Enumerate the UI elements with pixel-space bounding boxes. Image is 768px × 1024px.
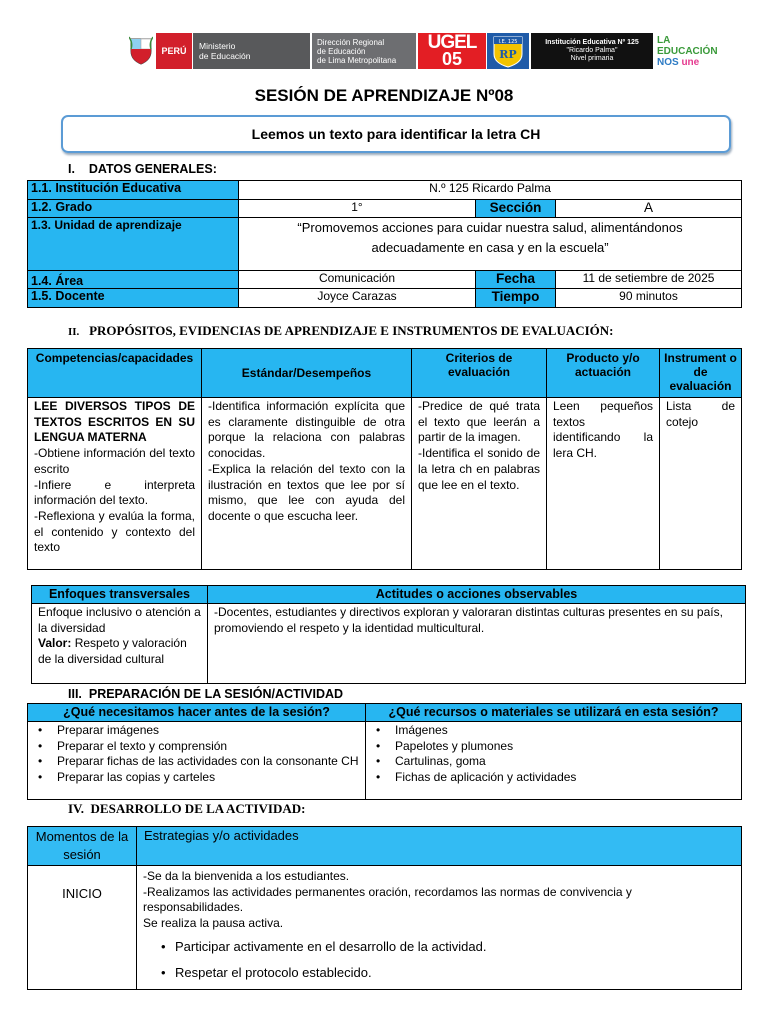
area-label: 1.4. Área — [28, 271, 239, 289]
recursos-cell — [366, 722, 742, 800]
header-logos — [126, 32, 718, 69]
header-criterios: Criterios de evaluación — [412, 349, 547, 398]
header-enfoques: Enfoques transversales — [32, 586, 208, 604]
header-actitudes: Actitudes o acciones observables — [208, 586, 746, 604]
capacidad-item: -Reflexiona y evalúa la forma, el contenido y contexto del texto — [34, 508, 195, 555]
unidad-label: 1.3. Unidad de aprendizaje — [28, 218, 239, 271]
recurso-item: • Cartulinas, goma — [370, 754, 737, 770]
valor-label: Valor: — [38, 636, 72, 651]
estrategia-bullet: • Participar activamente en el desarrollo de la actividad. — [143, 934, 735, 960]
recurso-item: • Imágenes — [370, 723, 737, 739]
fecha-value: 11 de setiembre de 2025 — [556, 271, 742, 289]
antes-item: • Preparar el texto y comprensión — [32, 739, 361, 755]
enfoque-text: Enfoque inclusivo o atención a la diversidad — [38, 605, 201, 635]
docente-label: 1.5. Docente — [28, 289, 239, 308]
antes-item: • Preparar fichas de las actividades con la consonante CH — [32, 754, 361, 770]
actitudes-cell: -Docentes, estudiantes y directivos exploran y valoraran distintas culturas presentes en su país, promoviendo el respeto y la identidad multicultural. — [208, 604, 746, 684]
competencia-title: LEE DIVERSOS TIPOS DE TEXTOS ESCRITOS EN SU LENGUA MATERNA — [34, 399, 195, 445]
instrumento-cell: Lista de cotejo — [660, 398, 742, 570]
seccion-label: Sección — [476, 200, 556, 218]
capacidad-item: -Infiere e interpreta información del texto. — [34, 477, 195, 508]
criterios-cell — [412, 398, 547, 570]
area-value: Comunicación — [239, 271, 476, 289]
tiempo-label: Tiempo — [476, 289, 556, 308]
header-recursos: ¿Qué recursos o materiales se utilizará en esta sesión? — [366, 704, 742, 722]
header-momentos: Momentos de la sesión — [28, 827, 137, 866]
estrategias-cell — [137, 866, 742, 990]
estrategia-line: -Realizamos las actividades permanentes oración, recordamos las normas de convivencia y responsabilidades. — [143, 884, 632, 915]
session-subtitle: Leemos un texto para identificar la letra CH — [251, 126, 541, 142]
header-producto: Producto y/o actuación — [547, 349, 660, 398]
minedu-logo: Ministerio de Educación — [192, 33, 310, 69]
peru-coat-of-arms-icon — [126, 33, 156, 67]
svg-text:RP: RP — [499, 48, 517, 61]
producto-cell: Leen pequeños textos identificando la lera CH. — [547, 398, 660, 570]
tiempo-value: 90 minutos — [556, 289, 742, 308]
svg-text:I.E. 125: I.E. 125 — [498, 39, 518, 45]
enfoque-cell — [32, 604, 208, 684]
estrategia-line: -Se da la bienvenida a los estudiantes. — [143, 869, 350, 883]
seccion-value: A — [556, 200, 742, 218]
header-estandar: Estándar/Desempeños — [202, 349, 412, 398]
fecha-label: Fecha — [476, 271, 556, 289]
recurso-item: • Fichas de aplicación y actividades — [370, 770, 737, 786]
docente-value: Joyce Carazas — [239, 289, 476, 308]
momento-inicio: INICIO — [28, 866, 137, 990]
institucion-label: 1.1. Institución Educativa — [28, 181, 239, 200]
development-table — [27, 826, 742, 990]
desempeno-item: -Explica la relación del texto con la ilustración en textos que lee por sí mismo, que lee con ayuda del docente o que escucha leer. — [208, 461, 405, 523]
recurso-item: • Papelotes y plumones — [370, 739, 737, 755]
antes-item: • Preparar las copias y carteles — [32, 770, 361, 786]
antes-cell — [28, 722, 366, 800]
general-data-table — [27, 180, 742, 308]
preparation-table — [27, 703, 742, 800]
peru-logo: PERÚ — [156, 33, 192, 69]
ugel-logo: UGEL 05 — [418, 33, 486, 69]
unidad-value: “Promovemos acciones para cuidar nuestra salud, alimentándonos adecuadamente en casa y en la escuela” — [239, 218, 742, 271]
grado-label: 1.2. Grado — [28, 200, 239, 218]
session-subtitle-box — [61, 115, 731, 153]
school-name-logo: Institución Educativa Nº 125 "Ricardo Palma" Nivel primaria — [531, 33, 653, 69]
header-estrategias: Estrategias y/o actividades — [137, 827, 742, 866]
drelm-logo: Dirección Regional de Educación de Lima Metropolitana — [312, 33, 416, 69]
estrategia-line: Se realiza la pausa activa. — [143, 916, 284, 931]
purposes-table — [27, 348, 742, 570]
approaches-table — [31, 585, 746, 684]
institucion-value: N.º 125 Ricardo Palma — [239, 181, 742, 200]
desempeno-item: -Identifica información explícita que es claramente distinguible de otra porque la relaciona con palabras conocidas. — [208, 399, 405, 461]
section-3-heading: III. PREPARACIÓN DE LA SESIÓN/ACTIVIDAD — [68, 687, 344, 701]
page-title: SESIÓN DE APRENDIZAJE Nº08 — [254, 86, 514, 105]
valor-text: Respeto y valoración de la diversidad cultural — [38, 636, 187, 667]
header-antes: ¿Qué necesitamos hacer antes de la sesión? — [28, 704, 366, 722]
capacidad-item: -Obtiene información del texto escrito — [34, 446, 195, 476]
competencias-cell — [28, 398, 202, 570]
educacion-nos-une-logo: LA EDUCACIÓN NOS une — [657, 34, 718, 68]
header-instrumento: Instrument o de evaluación — [660, 349, 742, 398]
grado-value: 1° — [239, 200, 476, 218]
header-competencias: Competencias/capacidades — [28, 349, 202, 398]
antes-item: • Preparar imágenes — [32, 723, 361, 739]
criterio-item: -Identifica el sonido de la letra ch en palabras que lee en el texto. — [418, 446, 540, 492]
section-2-heading: II. PROPÓSITOS, EVIDENCIAS DE APRENDIZAJE E INSTRUMENTOS DE EVALUACIÓN: — [68, 323, 614, 338]
section-4-heading: IV. DESARROLLO DE LA ACTIVIDAD: — [68, 801, 306, 816]
section-1-heading: I. DATOS GENERALES: — [68, 162, 217, 176]
school-crest-icon — [487, 33, 529, 69]
desempenos-cell — [202, 398, 412, 570]
criterio-item: -Predice de qué trata el texto que leerán a partir de la imagen. — [418, 399, 540, 445]
estrategia-bullet: • Respetar el protocolo establecido. — [143, 960, 735, 986]
